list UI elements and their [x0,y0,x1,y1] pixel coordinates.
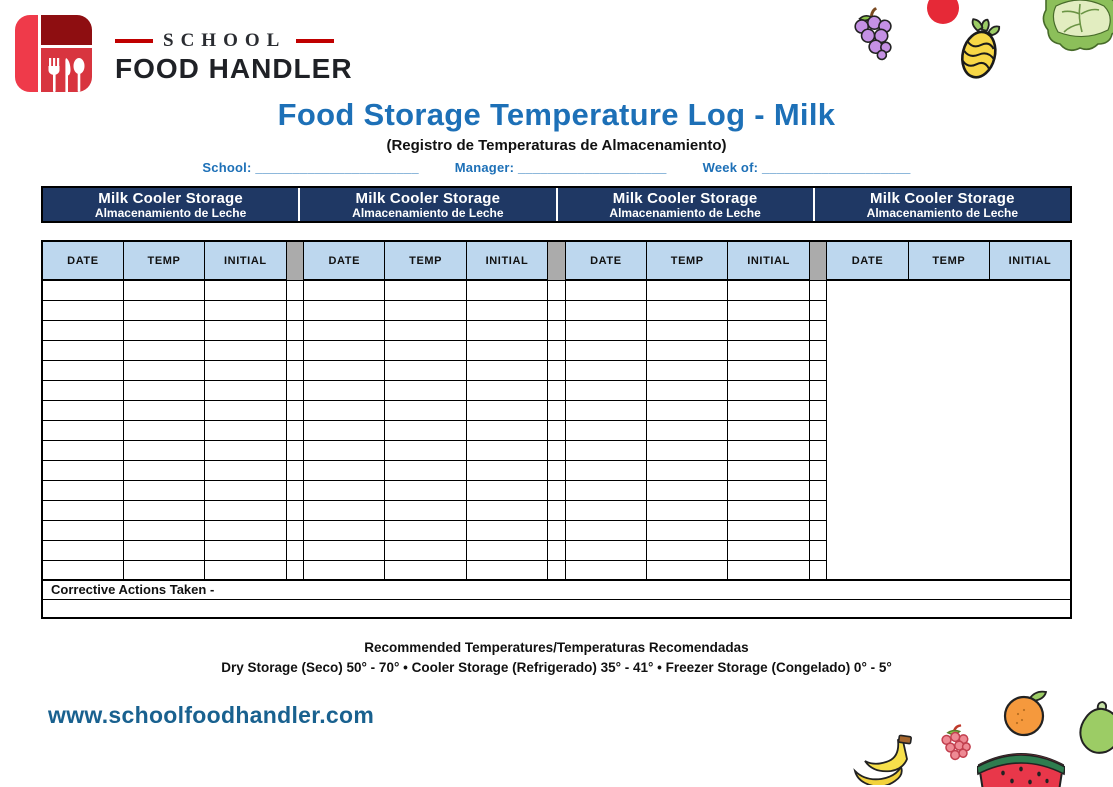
entry-cell [205,280,286,300]
entry-cell [286,340,304,360]
lettuce-icon [1036,0,1113,58]
entry-cell [42,400,123,420]
raspberry-icon [935,723,975,765]
corrective-actions-label: Corrective Actions Taken - [42,580,1071,599]
entry-cell [548,560,566,580]
entry-cell [304,480,385,500]
entry-cell [548,400,566,420]
entry-cell [123,540,204,560]
entry-cell [647,560,728,580]
column-header-date: DATE [827,241,908,280]
entry-cell [123,520,204,540]
entry-cell [647,300,728,320]
entry-cell [385,460,466,480]
entry-cell [286,560,304,580]
entry-cell [548,540,566,560]
entry-cell [205,420,286,440]
entry-cell [728,520,809,540]
entry-cell [286,460,304,480]
entry-cell [728,460,809,480]
entry-cell [205,300,286,320]
entry-cell [809,320,827,340]
entry-cell [565,300,646,320]
entry-cell [565,560,646,580]
column-header-initial: INITIAL [728,241,809,280]
entry-cell [548,520,566,540]
entry-cell [385,520,466,540]
spacer-column [286,241,304,280]
school-label: School: [202,160,252,175]
entry-cell [466,400,547,420]
log-row [42,340,1071,360]
entry-cell [548,420,566,440]
school-field [202,160,418,175]
entry-cell [304,280,385,300]
entry-cell [42,420,123,440]
entry-cell [304,460,385,480]
entry-cell [466,320,547,340]
entry-cell [647,420,728,440]
watermelon-icon [977,751,1065,787]
entry-cell [123,480,204,500]
entry-cell [304,540,385,560]
log-row [42,320,1071,340]
page-subtitle: (Registro de Temperaturas de Almacenamiento) [386,137,727,154]
entry-cell [728,340,809,360]
brand-school-text: SCHOOL [163,30,287,51]
log-row [42,360,1071,380]
column-header-initial: INITIAL [466,241,547,280]
utensils-logo-icon [14,14,93,93]
entry-cell [647,320,728,340]
entry-cell [466,420,547,440]
recommended-values: Dry Storage (Seco) 50° - 70° • Cooler Storage (Refrigerado) 35° - 41° • Freezer Storage (Congelado) 0° - 5° [221,660,892,675]
entry-cell [42,520,123,540]
grapes-icon [846,5,899,65]
entry-cell [728,480,809,500]
corrective-actions-row [42,580,1071,599]
entry-cell [205,520,286,540]
column-header-temp: TEMP [385,241,466,280]
entry-cell [123,320,204,340]
section-milk-cooler-3 [558,188,815,221]
brand-foodhandler-text: FOOD HANDLER [115,53,353,84]
section-title: Milk Cooler Storage [612,190,758,207]
entry-cell [304,320,385,340]
entry-cell [728,440,809,460]
entry-cell [565,520,646,540]
log-row [42,500,1071,520]
log-row [42,520,1071,540]
entry-cell [647,540,728,560]
log-row [42,460,1071,480]
entry-cell [728,500,809,520]
tomato-icon [926,0,960,31]
entry-cell [647,280,728,300]
entry-cell [304,500,385,520]
entry-cell [728,380,809,400]
column-header-date: DATE [42,241,123,280]
entry-cell [385,280,466,300]
entry-cell [42,280,123,300]
log-row [42,420,1071,440]
log-row [42,400,1071,420]
column-header-temp: TEMP [123,241,204,280]
section-milk-cooler-4 [815,188,1070,221]
entry-cell [565,320,646,340]
entry-cell [728,560,809,580]
entry-cell [205,480,286,500]
entry-cell [728,360,809,380]
entry-cell [809,340,827,360]
week-of-blank-line: ____________________ [761,160,911,175]
entry-cell [385,380,466,400]
entry-cell [304,520,385,540]
column-header-temp: TEMP [908,241,989,280]
entry-cell [42,460,123,480]
section-subtitle: Almacenamiento de Leche [94,206,247,220]
entry-cell [42,340,123,360]
pear-icon [1075,698,1113,758]
orange-icon [1002,688,1052,738]
log-row [42,540,1071,560]
entry-cell [304,440,385,460]
entry-cell [42,320,123,340]
section-title: Milk Cooler Storage [355,190,501,207]
temperature-log-table [41,240,1072,619]
entry-cell [286,420,304,440]
section-subtitle: Almacenamiento de Leche [866,206,1019,220]
entry-cell [548,320,566,340]
entry-cell [548,300,566,320]
entry-cell [809,500,827,520]
entry-cell [123,340,204,360]
entry-cell [647,460,728,480]
entry-cell [466,520,547,540]
entry-cell [809,520,827,540]
entry-cell [286,280,304,300]
entry-cell [42,380,123,400]
entry-cell [385,320,466,340]
entry-cell [286,360,304,380]
entry-cell [304,360,385,380]
entry-cell [304,340,385,360]
entry-cell [466,460,547,480]
entry-cell [548,280,566,300]
entry-cell [42,300,123,320]
entry-cell [385,560,466,580]
entry-cell [123,440,204,460]
entry-cell [809,420,827,440]
section-subtitle: Almacenamiento de Leche [352,206,504,220]
log-row [42,300,1071,320]
entry-cell [123,420,204,440]
section-milk-cooler-2 [300,188,557,221]
corrective-actions-entry-row [42,599,1071,618]
entry-cell [565,540,646,560]
entry-cell [647,340,728,360]
entry-cell [548,500,566,520]
entry-cell [205,560,286,580]
entry-cell [565,480,646,500]
entry-cell [466,300,547,320]
spacer-column [809,241,827,280]
entry-cell [809,380,827,400]
entry-cell [647,400,728,420]
entry-cell [123,560,204,580]
entry-cell [466,380,547,400]
entry-cell [286,480,304,500]
entry-cell [304,380,385,400]
entry-cell [286,380,304,400]
entry-cell [286,320,304,340]
entry-cell [385,420,466,440]
section-milk-cooler-1 [43,188,300,221]
entry-cell [647,380,728,400]
entry-cell [205,360,286,380]
entry-cell [466,560,547,580]
log-row [42,480,1071,500]
entry-cell [205,460,286,480]
entry-cell [286,500,304,520]
entry-cell [385,540,466,560]
entry-cell [548,480,566,500]
column-header-date: DATE [565,241,646,280]
school-blank-line: ______________________ [255,160,419,175]
entry-cell [647,520,728,540]
entry-cell [565,340,646,360]
entry-cell [565,420,646,440]
brand-header [14,14,353,93]
entry-cell [565,460,646,480]
entry-cell [205,320,286,340]
entry-cell [123,460,204,480]
entry-cell [205,400,286,420]
entry-cell [123,380,204,400]
entry-cell [385,400,466,420]
website-link[interactable]: www.schoolfoodhandler.com [48,702,375,728]
entry-cell [466,500,547,520]
entry-cell [647,480,728,500]
entry-cell [647,360,728,380]
entry-cell [809,540,827,560]
column-header-date: DATE [304,241,385,280]
entry-cell [809,400,827,420]
entry-cell [728,300,809,320]
entry-cell [466,340,547,360]
manager-field [455,160,667,175]
entry-cell [42,440,123,460]
entry-cell [809,440,827,460]
column-header-initial: INITIAL [990,241,1071,280]
page-title: Food Storage Temperature Log - Milk [277,97,836,132]
entry-cell [548,380,566,400]
entry-cell [123,360,204,380]
entry-cell [286,440,304,460]
entry-cell [385,300,466,320]
table-header-row [42,241,1071,280]
entry-cell [385,360,466,380]
entry-cell [304,300,385,320]
entry-cell [42,500,123,520]
log-row [42,560,1071,580]
brand-dash-left [115,39,153,43]
entry-cell [548,440,566,460]
entry-cell [466,540,547,560]
column-header-initial: INITIAL [205,241,286,280]
entry-cell [728,320,809,340]
entry-cell [466,480,547,500]
entry-cell [123,400,204,420]
entry-cell [123,300,204,320]
entry-cell [123,280,204,300]
entry-cell [809,360,827,380]
recommended-temperatures-note [0,638,1113,678]
entry-cell [123,500,204,520]
entry-cell [809,460,827,480]
entry-cell [286,520,304,540]
entry-cell [728,280,809,300]
banana-icon [851,733,915,785]
section-title: Milk Cooler Storage [870,190,1015,207]
entry-cell [565,360,646,380]
manager-label: Manager: [454,160,515,175]
week-of-field [703,160,911,175]
entry-cell [205,540,286,560]
entry-cell [42,540,123,560]
entry-cell [42,360,123,380]
storage-section-band [41,186,1072,223]
entry-cell [548,340,566,360]
entry-cell [548,360,566,380]
brand-wordmark [115,30,353,85]
log-row [42,380,1071,400]
entry-cell [647,440,728,460]
entry-cell [42,560,123,580]
entry-cell [385,500,466,520]
entry-cell [286,400,304,420]
entry-cell [728,420,809,440]
entry-cell [728,400,809,420]
brand-dash-right [296,39,334,43]
entry-cell [565,500,646,520]
corrective-actions-entry-cell [42,599,1071,618]
entry-cell [385,340,466,360]
section-subtitle: Almacenamiento de Leche [609,206,761,220]
entry-cell [565,440,646,460]
entry-cell [809,560,827,580]
entry-cell [809,480,827,500]
log-row [42,280,1071,300]
entry-cell [385,440,466,460]
log-row [42,440,1071,460]
entry-cell [565,280,646,300]
entry-cell [466,440,547,460]
entry-cell [466,360,547,380]
entry-cell [647,500,728,520]
entry-cell [286,300,304,320]
spacer-column [548,241,566,280]
entry-cell [565,400,646,420]
entry-cell [205,380,286,400]
entry-cell [304,420,385,440]
entry-cell [466,280,547,300]
entry-cell [548,460,566,480]
entry-cell [205,500,286,520]
recommended-title: Recommended Temperatures/Temperaturas Recomendadas [364,640,749,655]
entry-cell [728,540,809,560]
column-header-temp: TEMP [647,241,728,280]
entry-cell [304,400,385,420]
entry-cell [385,480,466,500]
week-of-label: Week of: [702,160,759,175]
entry-cell [205,440,286,460]
entry-cell [809,300,827,320]
manager-blank-line: ____________________ [517,160,667,175]
entry-cell [205,340,286,360]
entry-cell [42,480,123,500]
entry-cell [286,540,304,560]
section-title: Milk Cooler Storage [98,190,243,207]
entry-cell [565,380,646,400]
entry-cell [304,560,385,580]
entry-cell [809,280,827,300]
form-fields-row [0,160,1113,175]
